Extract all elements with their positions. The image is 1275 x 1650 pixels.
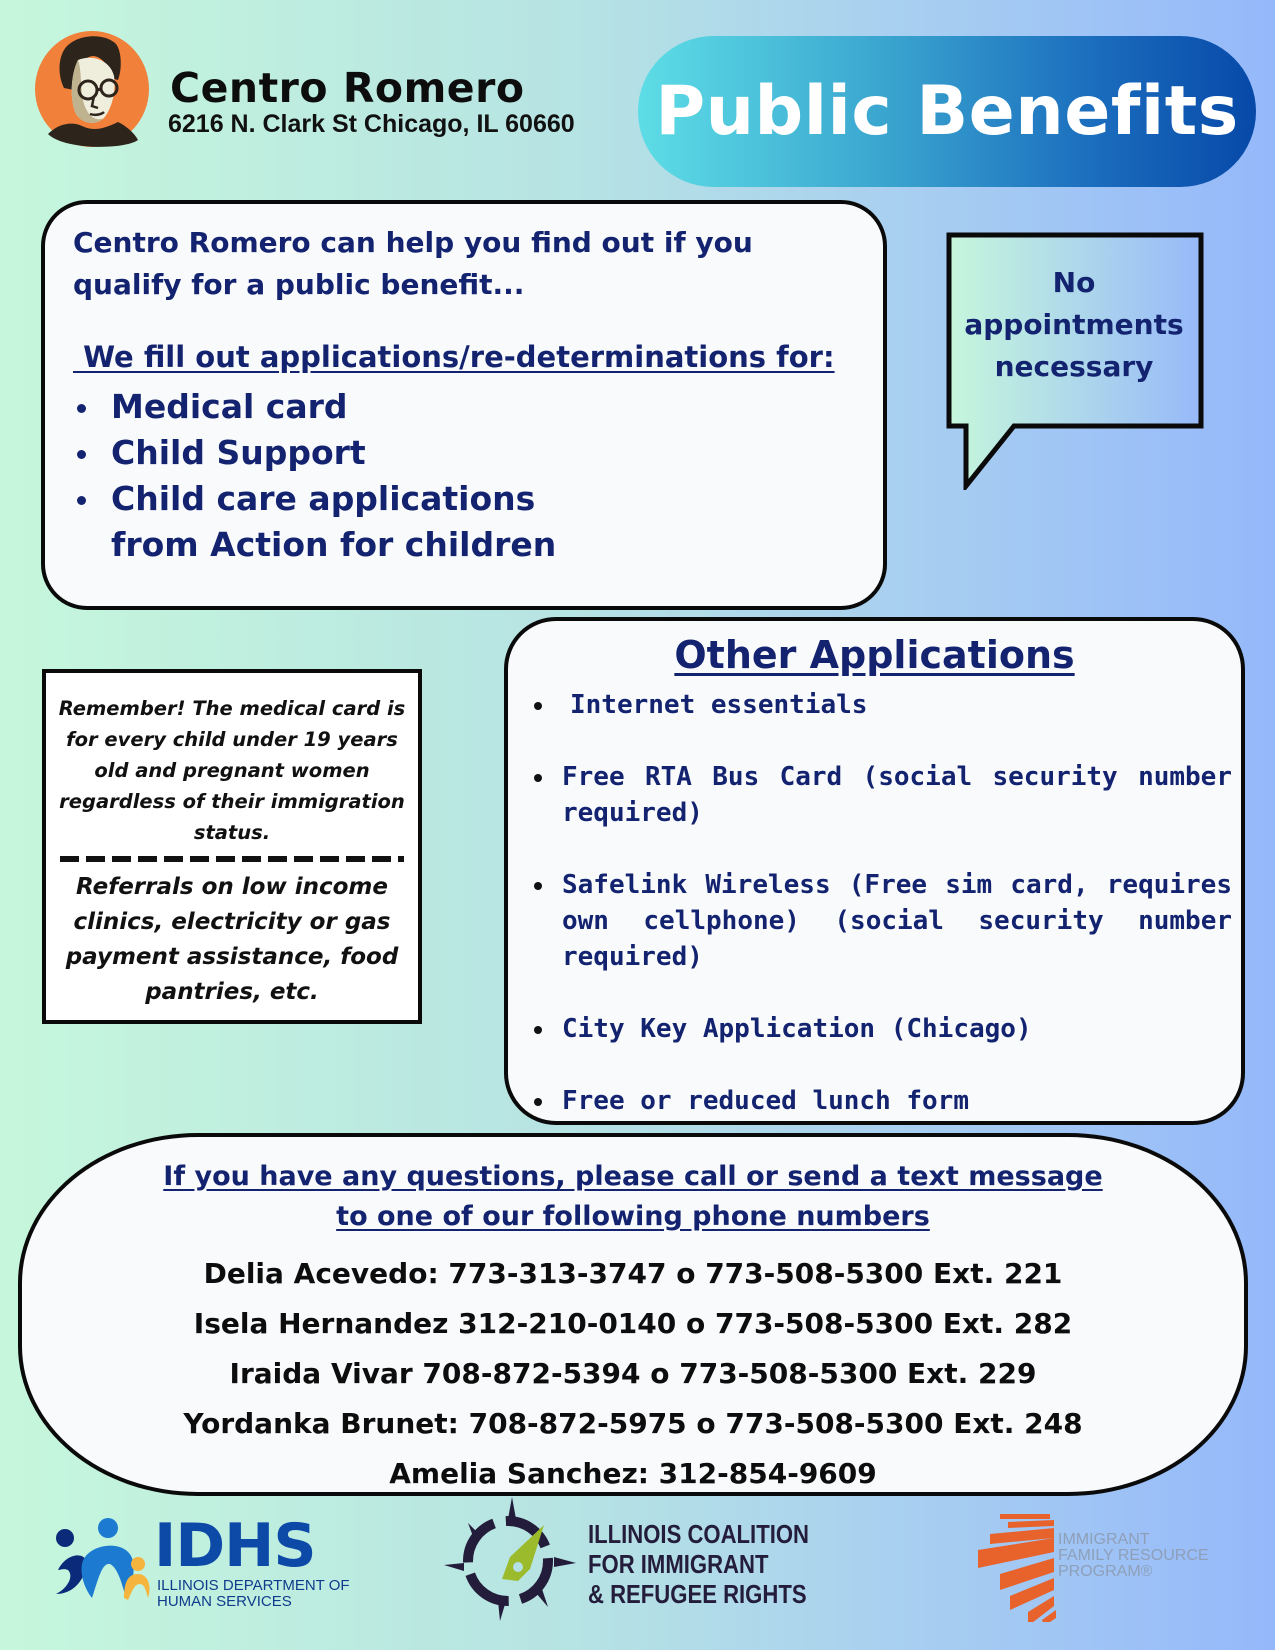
contact-person: Delia Acevedo: 773-313-3747 o 773-508-5300 Ext. 221	[203, 1257, 1063, 1290]
ifrp-name: IMMIGRANT FAMILY RESOURCE PROGRAM®	[1058, 1531, 1209, 1580]
icirr-name: ILLINOIS COALITION FOR IMMIGRANT & REFUGEE RIGHTS	[588, 1519, 809, 1609]
dashed-divider	[60, 856, 404, 862]
medical-card-note	[42, 669, 422, 1024]
organization-address: 6216 N. Clark St Chicago, IL 60660	[168, 110, 575, 138]
services-list	[73, 384, 631, 568]
contact-heading-line: to one of our following phone numbers	[336, 1201, 930, 1232]
bubble-line: appointments	[964, 308, 1184, 341]
contact-heading-line: If you have any questions, please call or send a text message	[163, 1161, 1103, 1192]
contact-person: Amelia Sanchez: 312-854-9609	[389, 1457, 877, 1490]
idhs-family-icon	[48, 1512, 153, 1612]
service-item: Medical card	[73, 384, 631, 430]
services-card	[41, 200, 887, 610]
other-applications-list	[532, 687, 1232, 1119]
compass-icon	[440, 1497, 580, 1622]
ifrp-logo	[970, 1502, 1260, 1622]
centro-romero-logo-portrait	[34, 30, 150, 148]
contact-heading	[22, 1157, 1244, 1237]
contact-list	[22, 1249, 1244, 1499]
no-appointments-note	[946, 262, 1202, 388]
application-item: Safelink Wireless (Free sim card, requires own cellphone) (social security number required)	[532, 867, 1232, 975]
services-heading: We fill out applications/re-determinations for:	[73, 340, 835, 374]
service-item: Child care applications from Action for children	[73, 476, 631, 568]
contact-person: Isela Hernandez 312-210-0140 o 773-508-5300 Ext. 282	[193, 1307, 1073, 1340]
page-title: Public Benefits	[655, 72, 1239, 151]
illinois-stripes-icon	[970, 1502, 1060, 1622]
other-applications-title: Other Applications	[674, 633, 1075, 677]
page-title-banner	[638, 36, 1256, 187]
service-item: Child Support	[73, 430, 631, 476]
contact-card	[18, 1133, 1248, 1496]
application-item: Internet essentials	[532, 687, 1232, 723]
contact-person: Iraida Vivar 708-872-5394 o 773-508-5300 Ext. 229	[229, 1357, 1037, 1390]
contact-person: Yordanka Brunet: 708-872-5975 o 773-508-5300 Ext. 248	[183, 1407, 1083, 1440]
icirr-logo	[440, 1497, 840, 1622]
intro-text: Centro Romero can help you find out if you qualify for a public benefit...	[73, 226, 753, 301]
application-item: City Key Application (Chicago)	[532, 1011, 1232, 1047]
referrals-text: Referrals on low income clinics, electricity or gas payment assistance, food pantries, etc.	[65, 874, 399, 1005]
application-item: Free RTA Bus Card (social security number required)	[532, 759, 1232, 831]
idhs-abbreviation: IDHS	[154, 1511, 316, 1581]
medical-card-reminder: Remember! The medical card is for every child under 19 years old and pregnant women regardless of their immigration status.	[58, 697, 406, 844]
bubble-line: necessary	[994, 350, 1154, 383]
idhs-full-name: ILLINOIS DEPARTMENT OF HUMAN SERVICES	[157, 1577, 350, 1610]
application-item: Free or reduced lunch form	[532, 1083, 1232, 1119]
bubble-line: No	[1052, 266, 1096, 299]
other-applications-card	[504, 617, 1245, 1125]
idhs-logo	[48, 1512, 348, 1612]
organization-name: Centro Romero	[170, 64, 525, 112]
